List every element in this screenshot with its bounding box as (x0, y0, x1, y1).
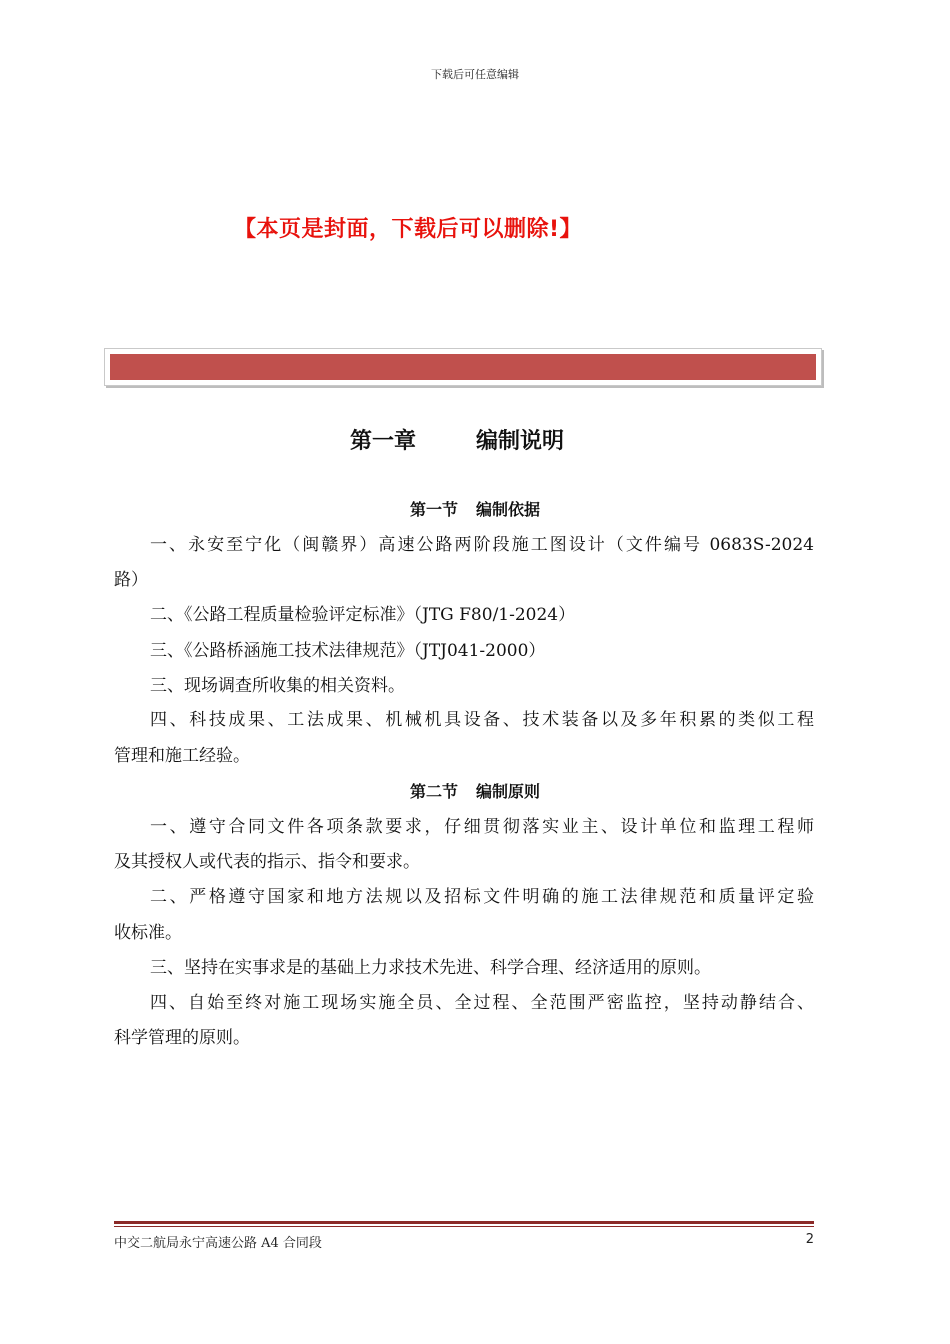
footer-rule-thin (114, 1226, 814, 1227)
section-2-number: 第二节 (409, 782, 458, 801)
paragraph-line: 科学管理的原则。 (114, 1028, 250, 1048)
chapter-name: 编制说明 (476, 429, 565, 454)
section-title-2 (0, 779, 950, 802)
paragraph-line: 四、自始至终对施工现场实施全员、全过程、全范围严密监控，坚持动静结合、 (150, 993, 814, 1013)
section-2-name: 编制原则 (476, 782, 541, 801)
footer-text: 中交二航局永宁高速公路 A4 合同段 (114, 1236, 322, 1251)
paragraph-line: 一、遵守合同文件各项条款要求，仔细贯彻落实业主、设计单位和监理工程师 (150, 817, 814, 837)
header-note: 下载后可任意编辑 (431, 68, 519, 81)
chapter-title (350, 424, 564, 455)
paragraph-line: 管理和施工经验。 (114, 746, 250, 766)
paragraph-line: 四、科技成果、工法成果、机械机具设备、技术装备以及多年积累的类似工程 (150, 710, 814, 730)
section-1-number: 第一节 (409, 500, 458, 519)
paragraph-line: 三、《公路桥涵施工技术法律规范》（JTJ041-2000） (150, 641, 546, 661)
red-banner (104, 348, 822, 386)
page-number: 2 (805, 1232, 814, 1247)
paragraph-line: 及其授权人或代表的指示、指令和要求。 (114, 852, 420, 872)
chapter-number: 第一章 (350, 429, 417, 454)
cover-notice: 【本页是封面，下载后可以删除!】 (234, 217, 583, 242)
paragraph-line: 三、现场调查所收集的相关资料。 (150, 676, 405, 696)
paragraph-line: 二、严格遵守国家和地方法规以及招标文件明确的施工法律规范和质量评定验 (150, 887, 814, 907)
paragraph-line: 二、《公路工程质量检验评定标准》（JTG F80/1-2024） (150, 605, 576, 625)
footer-rule (114, 1221, 814, 1224)
paragraph-line: 一、永安至宁化（闽赣界）高速公路两阶段施工图设计（文件编号 0683S-2024 (150, 535, 814, 555)
paragraph-line: 收标准。 (114, 923, 182, 943)
paragraph-line: 三、坚持在实事求是的基础上力求技术先进、科学合理、经济适用的原则。 (150, 958, 711, 978)
section-title-1 (0, 497, 950, 520)
section-1-name: 编制依据 (476, 500, 541, 519)
paragraph-line: 路） (114, 570, 148, 590)
red-banner-fill (110, 354, 816, 380)
